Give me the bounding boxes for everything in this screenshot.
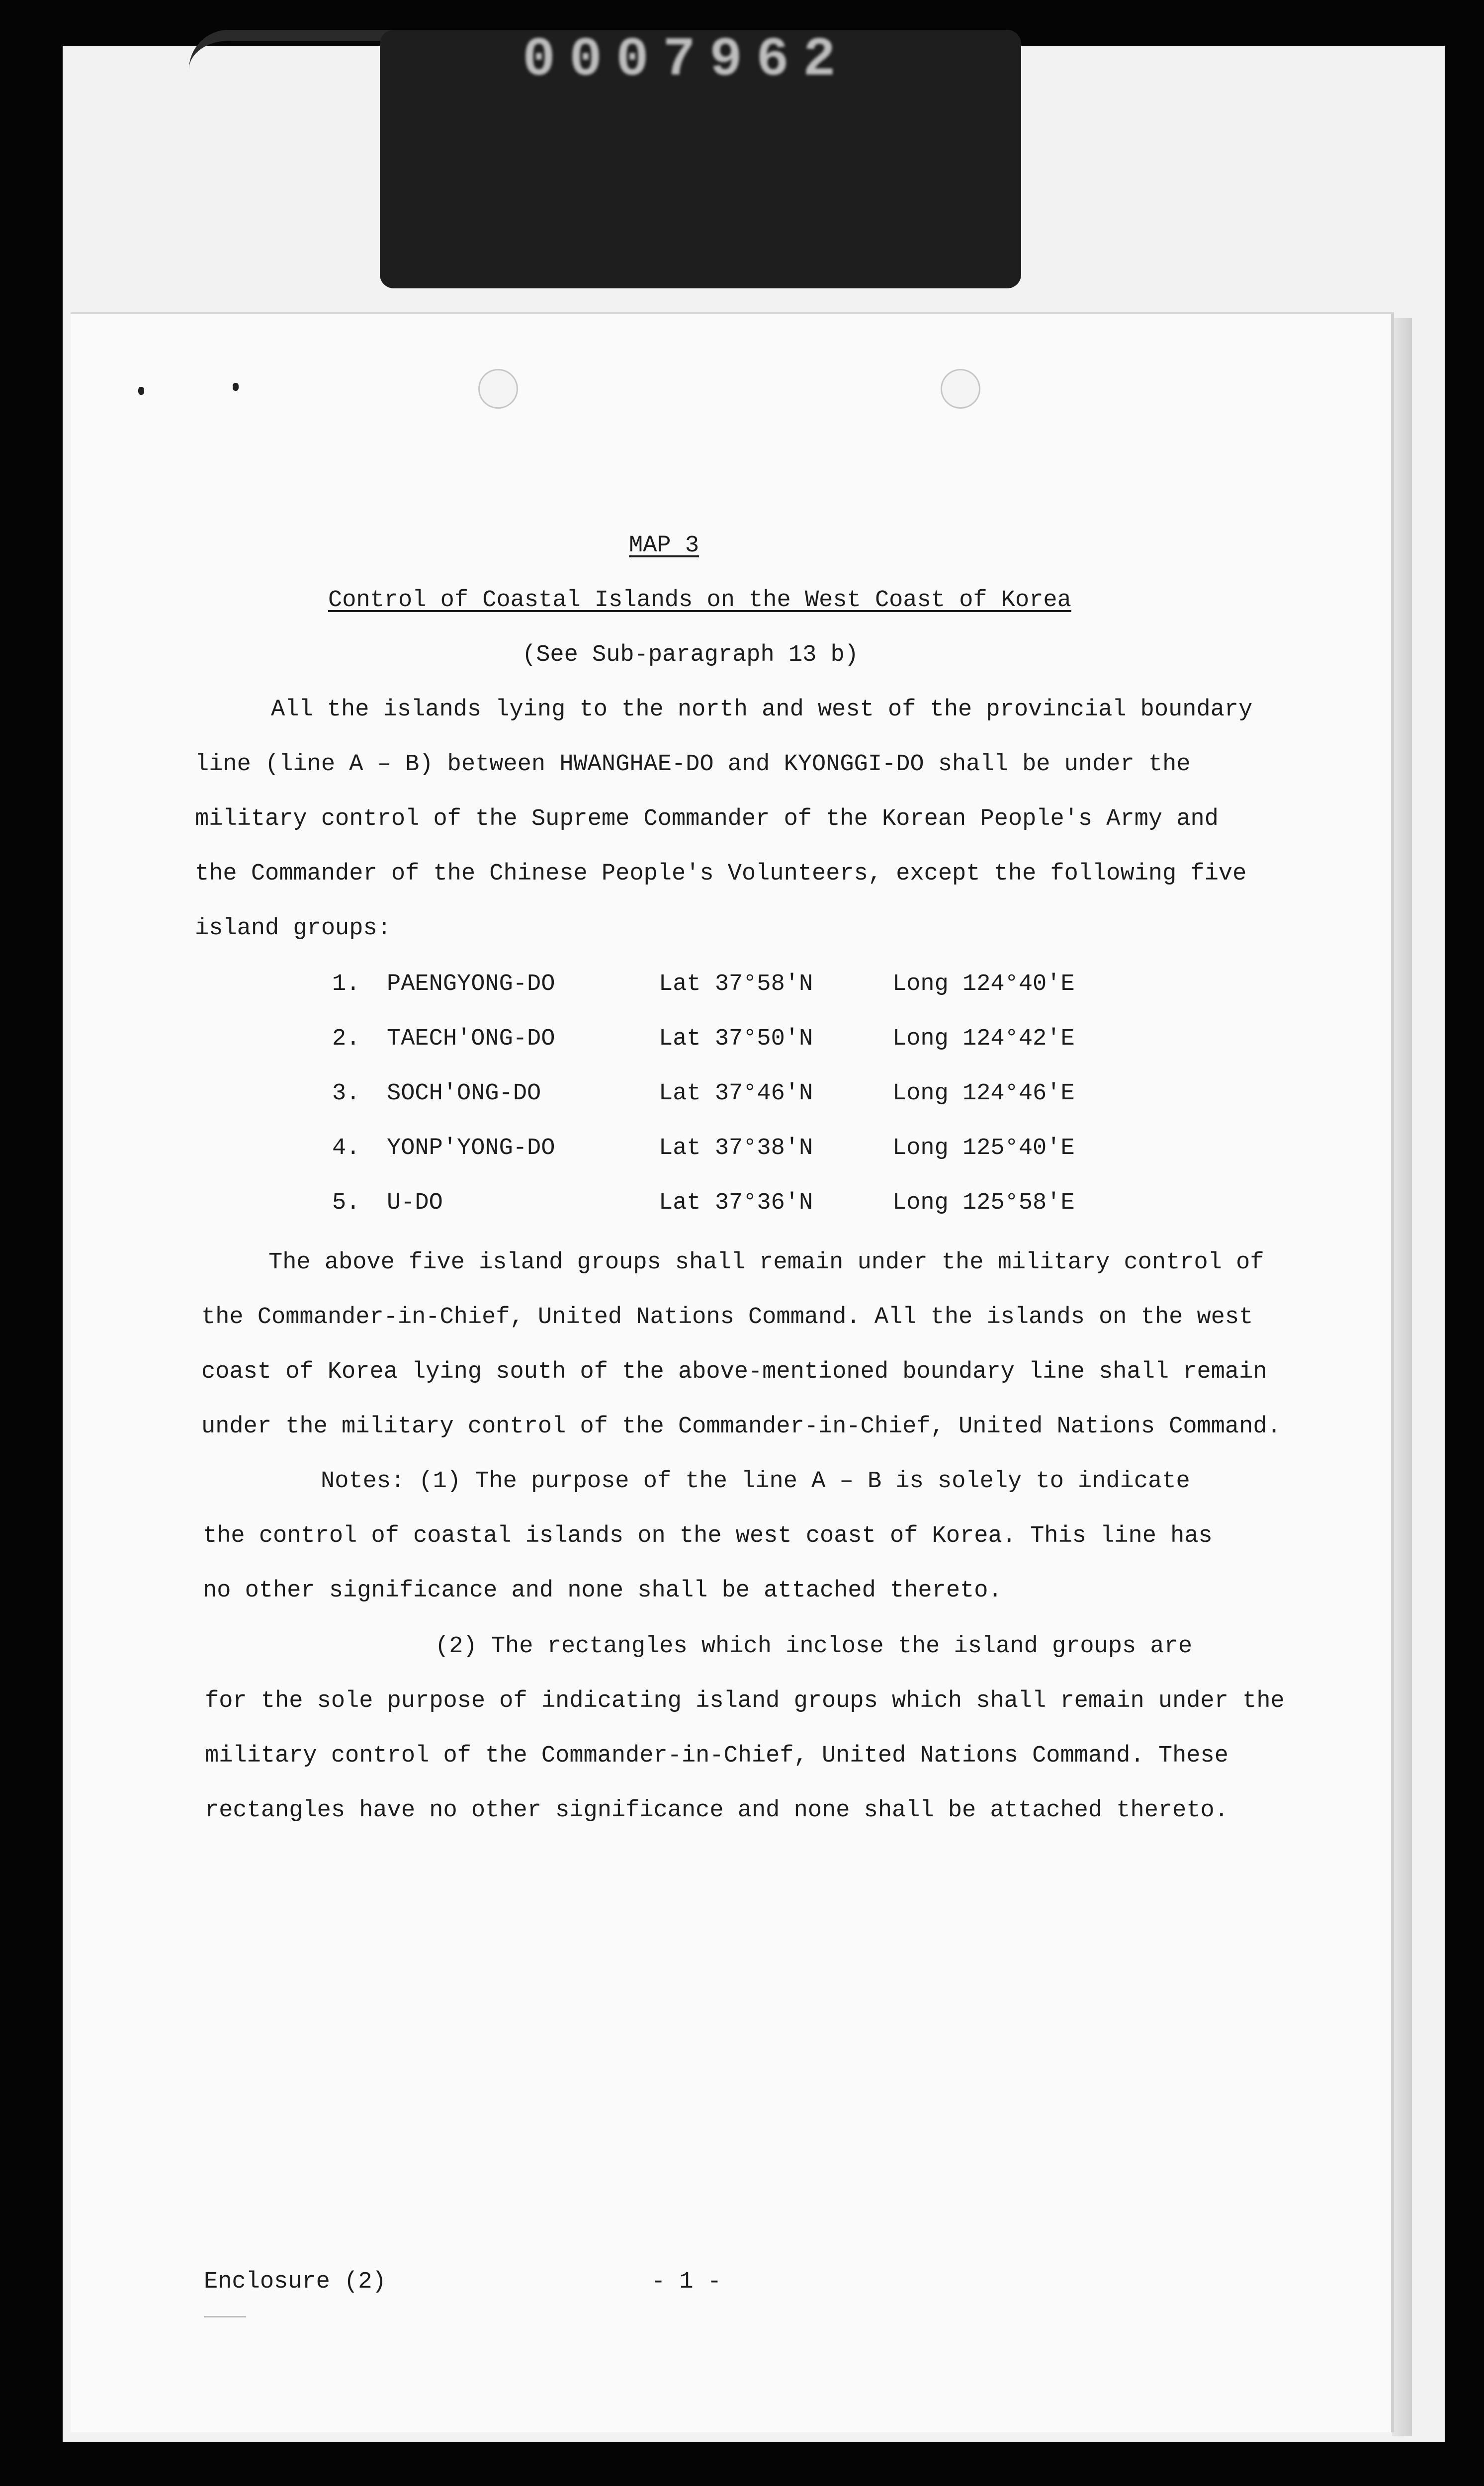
island-longitude: Long 125°58'E <box>892 1190 1075 1216</box>
document-title: Control of Coastal Islands on the West Coast of Korea <box>328 587 1071 614</box>
island-name: YONP'YONG-DO <box>387 1135 555 1161</box>
island-longitude: Long 124°46'E <box>892 1080 1075 1107</box>
island-latitude: Lat 37°38'N <box>659 1135 813 1161</box>
island-longitude: Long 124°40'E <box>892 971 1075 997</box>
intro-line: the Commander of the Chinese People's Volunteers, except the following five <box>195 861 1247 887</box>
island-latitude: Lat 37°50'N <box>659 1026 813 1052</box>
intro-line: All the islands lying to the north and west of the provincial boundary <box>271 697 1253 723</box>
island-name: SOCH'ONG-DO <box>387 1080 541 1107</box>
island-latitude: Lat 37°36'N <box>659 1190 813 1216</box>
body-line: under the military control of the Commander-in-Chief, United Nations Command. <box>201 1414 1281 1440</box>
speck-mark <box>233 383 239 391</box>
island-number: 4. <box>332 1135 360 1161</box>
body-line: coast of Korea lying south of the above-mentioned boundary line shall remain <box>201 1359 1267 1385</box>
island-number: 2. <box>332 1026 360 1052</box>
footer-rule <box>204 2316 246 2317</box>
punch-hole-left <box>478 369 518 409</box>
island-name: U-DO <box>387 1190 443 1216</box>
counter-strap <box>189 30 398 120</box>
notes-line: (2) The rectangles which inclose the island groups are <box>435 1633 1193 1660</box>
body-line: The above five island groups shall remain under the military control of <box>268 1249 1264 1276</box>
island-name: TAECH'ONG-DO <box>387 1026 555 1052</box>
intro-line: line (line A – B) between HWANGHAE-DO and KYONGGI-DO shall be under the <box>195 751 1191 778</box>
island-longitude: Long 124°42'E <box>892 1026 1075 1052</box>
map-heading: MAP 3 <box>629 533 699 559</box>
notes-line: no other significance and none shall be attached thereto. <box>203 1578 1002 1604</box>
notes-line: for the sole purpose of indicating island groups which shall remain under the <box>205 1688 1285 1714</box>
speck-mark <box>138 387 144 395</box>
island-number: 5. <box>332 1190 360 1216</box>
body-line: the Commander-in-Chief, United Nations Command. All the islands on the west <box>201 1304 1253 1331</box>
page-edge <box>1392 318 1412 2436</box>
island-name: PAENGYONG-DO <box>387 971 555 997</box>
reference-line: (See Sub-paragraph 13 b) <box>522 642 859 668</box>
intro-line: island groups: <box>195 915 391 942</box>
island-latitude: Lat 37°46'N <box>659 1080 813 1107</box>
intro-line: military control of the Supreme Commander of the Korean People's Army and <box>195 806 1219 832</box>
notes-line: the control of coastal islands on the west coast of Korea. This line has <box>203 1523 1213 1549</box>
island-number: 3. <box>332 1080 360 1107</box>
island-longitude: Long 125°40'E <box>892 1135 1075 1161</box>
notes-line: Notes: (1) The purpose of the line A – B is solely to indicate <box>321 1468 1190 1495</box>
enclosure-label: Enclosure (2) <box>204 2269 386 2295</box>
punch-hole-right <box>941 369 980 409</box>
notes-line: military control of the Commander-in-Chief, United Nations Command. These <box>205 1743 1228 1769</box>
island-number: 1. <box>332 971 360 997</box>
frame-counter: 0007962 <box>522 29 850 91</box>
page-number: - 1 - <box>651 2269 722 2295</box>
notes-line: rectangles have no other significance and none shall be attached thereto. <box>205 1797 1228 1824</box>
island-latitude: Lat 37°58'N <box>659 971 813 997</box>
